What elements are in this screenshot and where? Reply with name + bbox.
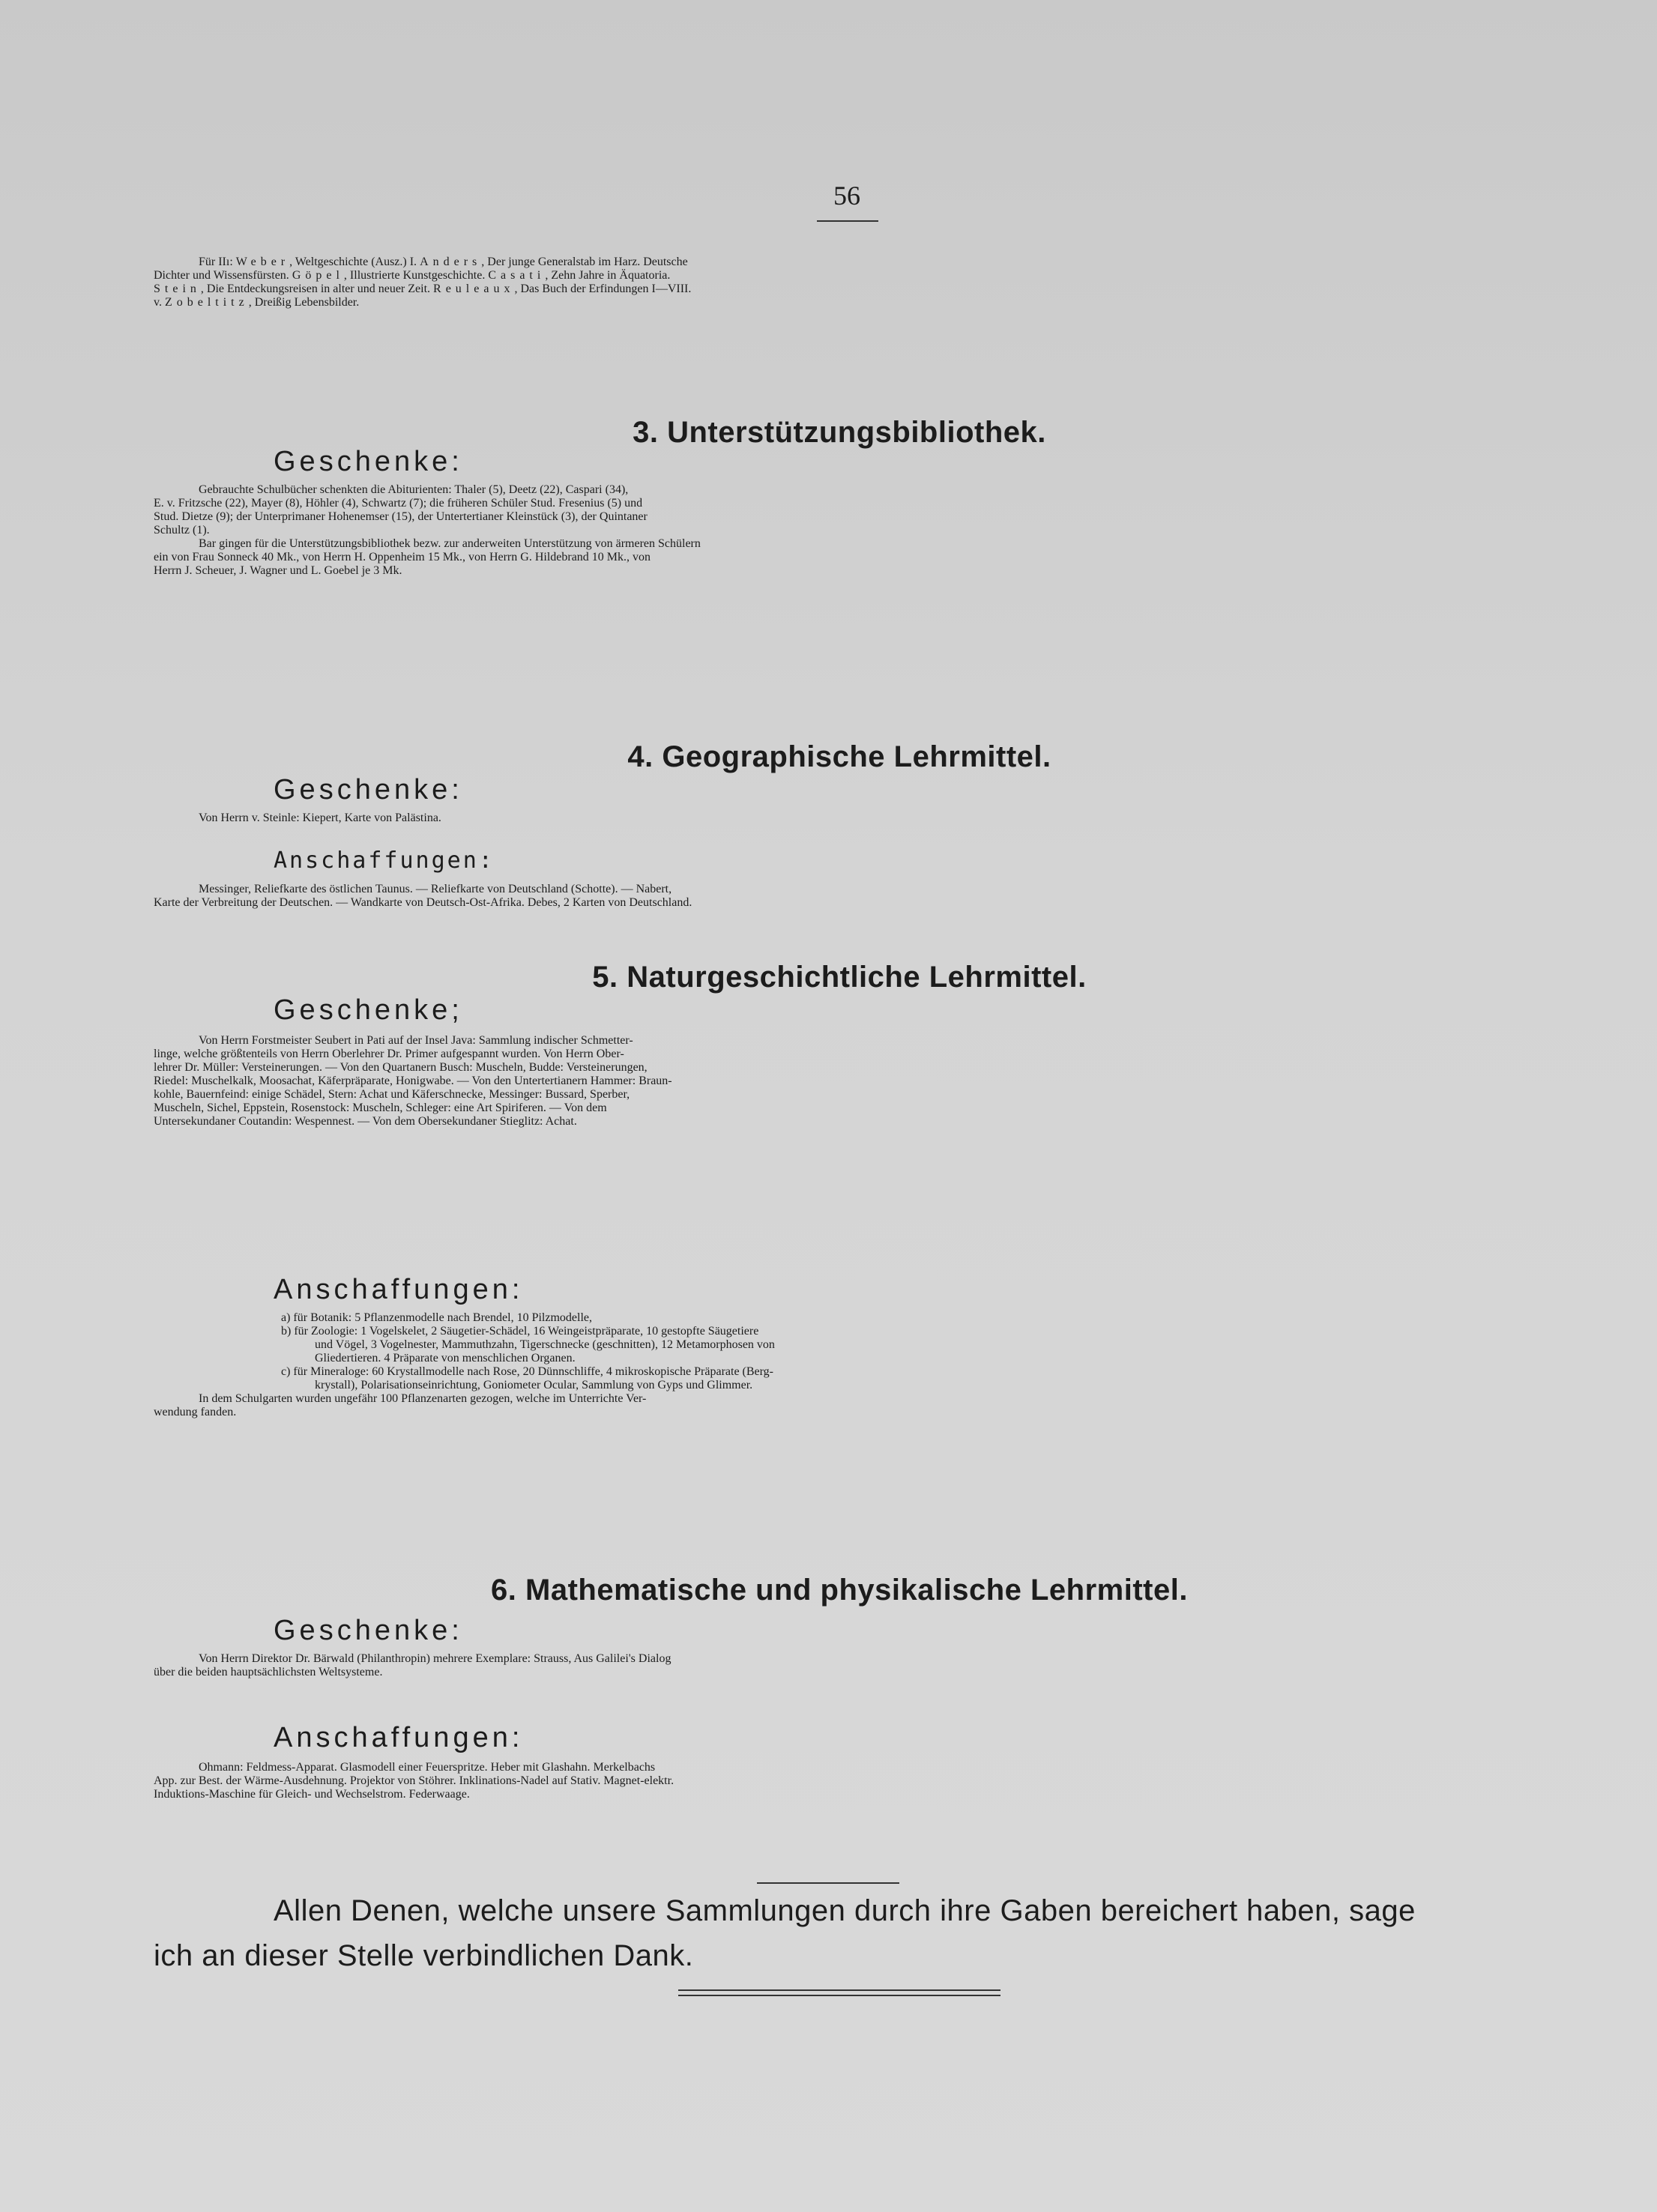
section6-purchases-label: Anschaffungen: bbox=[274, 1722, 524, 1753]
author-name: Zobeltitz bbox=[164, 296, 249, 309]
separator-rule bbox=[757, 1882, 899, 1884]
garden-line: In dem Schulgarten wurden ungefähr 100 Pflanzenarten gezogen, welche im Unterrichte Ver- bbox=[199, 1392, 647, 1405]
section6-line: über die beiden hauptsächlichsten Weltsysteme. bbox=[154, 1666, 383, 1678]
author-name: Casati bbox=[488, 269, 546, 282]
section6-gifts-label: Geschenke: bbox=[274, 1615, 463, 1646]
text: , Dreißig Lebensbilder. bbox=[248, 296, 360, 309]
author-name: Weber bbox=[235, 256, 290, 268]
closing-line: Allen Denen, welche unsere Sammlungen durch ihre Gaben bereichert haben, sage bbox=[274, 1894, 1416, 1927]
section-heading-3: 3. Unterstützungsbibliothek. bbox=[633, 416, 1046, 449]
section6-line: App. zur Best. der Wärme-Ausdehnung. Projektor von Stöhrer. Inklinations-Nadel auf Stativ. Magnet-elektr. bbox=[154, 1774, 674, 1787]
intro-line bbox=[154, 296, 1525, 309]
section6-line: Von Herrn Direktor Dr. Bärwald (Philanthropin) mehrere Exemplare: Strauss, Aus Galilei's Dialog bbox=[199, 1652, 671, 1665]
purchase-item-c-cont: krystall), Polarisationseinrichtung, Goniometer Ocular, Sammlung von Gyps und Glimmer. bbox=[315, 1379, 753, 1391]
section6-purchases bbox=[154, 1761, 1525, 1801]
section5-purchases-label: Anschaffungen: bbox=[274, 1274, 524, 1305]
section5-line: kohle, Bauernfeind: einige Schädel, Stern: Achat und Käferschnecke, Messinger: Bussard, Sperber, bbox=[154, 1088, 630, 1101]
purchase-item-c: c) für Mineraloge: 60 Krystallmodelle nach Rose, 20 Dünnschliffe, 4 mikroskopische Präparate (Berg- bbox=[281, 1365, 774, 1378]
section5-line: lehrer Dr. Müller: Versteinerungen. — Von den Quartanern Busch: Muscheln, Budde: Versteinerungen, bbox=[154, 1061, 648, 1074]
garden-line: wendung fanden. bbox=[154, 1406, 237, 1418]
section5-gifts-label: Geschenke; bbox=[274, 994, 463, 1026]
section3-line: Gebrauchte Schulbücher schenkten die Abiturienten: Thaler (5), Deetz (22), Caspari (34), bbox=[199, 483, 629, 496]
end-rule-bottom bbox=[678, 1995, 1000, 1996]
section3-body bbox=[154, 483, 1525, 578]
section-heading-5: 5. Naturgeschichtliche Lehrmittel. bbox=[592, 961, 1087, 994]
section5-purchases bbox=[154, 1311, 1525, 1419]
author-name: Anders bbox=[420, 256, 482, 268]
text: , Der junge Generalstab im Harz. Deutsche bbox=[481, 256, 688, 268]
text: , Die Entdeckungsreisen in alter und neuer Zeit. bbox=[200, 282, 434, 295]
section4-line: Messinger, Reliefkarte des östlichen Taunus. — Reliefkarte von Deutschland (Schotte). — Nabert, bbox=[199, 883, 672, 895]
section3-line: E. v. Fritzsche (22), Mayer (8), Höhler (4), Schwartz (7); die früheren Schüler Stud. Fresenius (5) und bbox=[154, 497, 643, 510]
page-number-rule bbox=[817, 220, 878, 222]
section3-line: Herrn J. Scheuer, J. Wagner und L. Goebel je 3 Mk. bbox=[154, 564, 402, 577]
text: , Das Buch der Erfindungen I—VIII. bbox=[514, 282, 692, 295]
section6-gifts bbox=[154, 1652, 1525, 1679]
section5-line: Riedel: Muschelkalk, Moosachat, Käferpräparate, Honigwabe. — Von den Untertertianern Hammer: Braun- bbox=[154, 1075, 672, 1087]
text: , Zehn Jahre in Äquatoria. bbox=[545, 269, 671, 282]
text: Dichter und Wissensfürsten. bbox=[154, 269, 292, 282]
text: , Weltgeschichte (Ausz.) I. bbox=[289, 256, 420, 268]
intro-line bbox=[154, 269, 1525, 282]
purchase-item-a: a) für Botanik: 5 Pflanzenmodelle nach Brendel, 10 Pilzmodelle, bbox=[281, 1311, 592, 1324]
text: , Illustrierte Kunstgeschichte. bbox=[343, 269, 489, 282]
author-name: Stein bbox=[154, 282, 201, 295]
purchase-item-b-cont: und Vögel, 3 Vogelnester, Mammuthzahn, Tigerschnecke (geschnitten), 12 Metamorphosen von bbox=[315, 1338, 775, 1351]
intro-line bbox=[154, 282, 1525, 296]
section5-line: Muscheln, Sichel, Eppstein, Rosenstock: Muscheln, Schleger: eine Art Spiriferen. — Von dem bbox=[154, 1102, 607, 1114]
section-heading-4: 4. Geographische Lehrmittel. bbox=[627, 740, 1051, 773]
section4-body bbox=[154, 812, 1525, 825]
section3-gifts-label: Geschenke: bbox=[274, 446, 463, 477]
section3-line: Bar gingen für die Unterstützungsbibliothek bezw. zur anderweiten Unterstützung von ärmeren Schülern bbox=[199, 537, 701, 550]
section4-line: Karte der Verbreitung der Deutschen. — Wandkarte von Deutsch-Ost-Afrika. Debes, 2 Karten von Deutschland. bbox=[154, 896, 692, 909]
section6-line: Ohmann: Feldmess-Apparat. Glasmodell einer Feuerspritze. Heber mit Glashahn. Merkelbachs bbox=[199, 1761, 656, 1774]
closing-line: ich an dieser Stelle verbindlichen Dank. bbox=[154, 1939, 694, 1972]
text: Für IIı: bbox=[199, 256, 236, 268]
author-name: Göpel bbox=[292, 269, 344, 282]
section4-gifts-label: Geschenke: bbox=[274, 774, 463, 806]
purchase-item-b: b) für Zoologie: 1 Vogelskelet, 2 Säugetier-Schädel, 16 Weingeistpräparate, 10 gestopfte Säugetiere bbox=[281, 1325, 759, 1338]
section4-gift: Von Herrn v. Steinle: Kiepert, Karte von Palästina. bbox=[199, 812, 441, 824]
author-name: Reuleaux bbox=[433, 282, 515, 295]
section5-line: linge, welche größtenteils von Herrn Oberlehrer Dr. Primer aufgespannt wurden. Von Herrn Ober- bbox=[154, 1048, 624, 1060]
section3-line: ein von Frau Sonneck 40 Mk., von Herrn H. Oppenheim 15 Mk., von Herrn G. Hildebrand 10 Mk., von bbox=[154, 551, 651, 563]
intro-line bbox=[154, 256, 1525, 269]
section3-line: Schultz (1). bbox=[154, 524, 210, 537]
section5-line: Untersekundaner Coutandin: Wespennest. — Von dem Obersekundaner Stieglitz: Achat. bbox=[154, 1115, 577, 1128]
section5-gifts bbox=[154, 1034, 1525, 1128]
section4-purchases-label: Anschaffungen: bbox=[274, 847, 495, 874]
section-heading-6: 6. Mathematische und physikalische Lehrmittel. bbox=[491, 1574, 1188, 1607]
end-rule-top bbox=[678, 1989, 1000, 1991]
intro-paragraph bbox=[154, 256, 1525, 309]
page-number: 56 bbox=[833, 181, 860, 211]
purchase-item-b-cont: Gliedertieren. 4 Präparate von menschlichen Organen. bbox=[315, 1352, 576, 1365]
closing-paragraph bbox=[154, 1888, 1525, 1978]
text: v. bbox=[154, 296, 165, 309]
section4-purchases bbox=[154, 883, 1525, 910]
section5-line: Von Herrn Forstmeister Seubert in Pati auf der Insel Java: Sammlung indischer Schmetter- bbox=[199, 1034, 633, 1047]
section3-line: Stud. Dietze (9); der Unterprimaner Hohenemser (15), der Untertertianer Kleinstück (3), der Quintaner bbox=[154, 510, 648, 523]
section6-line: Induktions-Maschine für Gleich- und Wechselstrom. Federwaage. bbox=[154, 1788, 470, 1801]
